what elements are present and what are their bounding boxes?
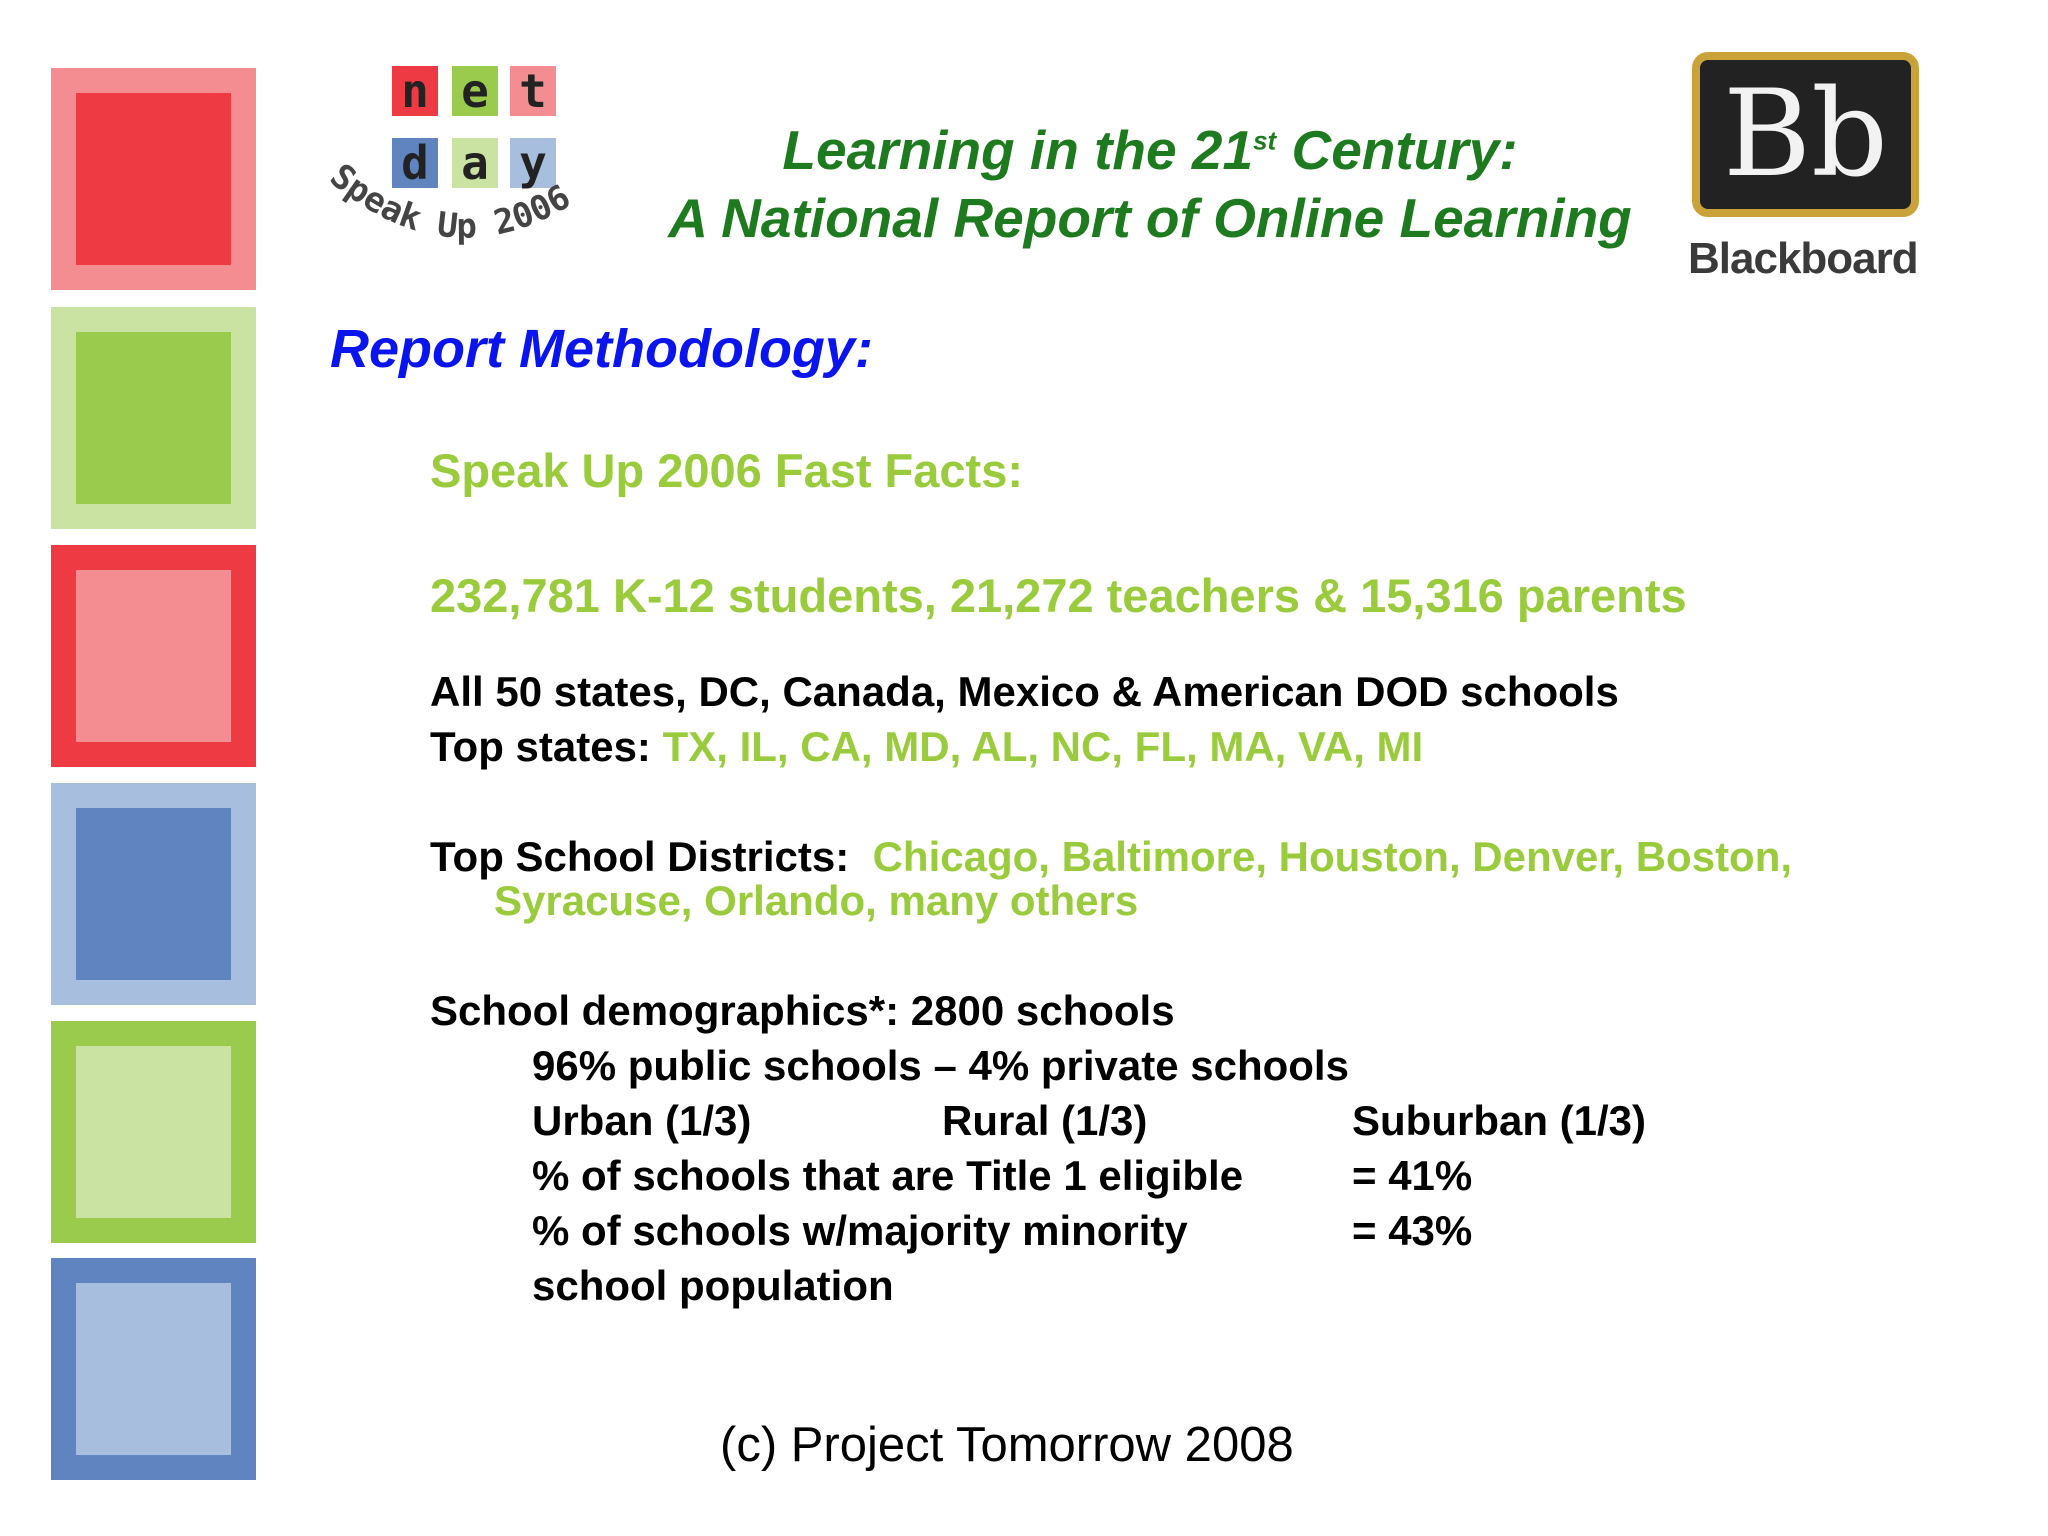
coverage-text: All 50 states, DC, Canada, Mexico & American DOD schools: [430, 668, 1619, 715]
deco-square-blue: [51, 783, 256, 1005]
page-title-line1: Learning in the 21st Century:: [782, 119, 1518, 181]
minority-value: = 43%: [1352, 1207, 1473, 1254]
netday-letter: y: [510, 138, 556, 188]
top-districts-label: Top School Districts:: [430, 833, 873, 880]
copyright-footer: (c) Project Tomorrow 2008: [720, 1418, 1294, 1472]
deco-square-light-blue: [51, 1258, 256, 1480]
minority-label-cont: school population: [532, 1262, 894, 1309]
title1-label: % of schools that are Title 1 eligible: [532, 1152, 1244, 1199]
speak-up-text: Speak Up 2006: [322, 156, 578, 247]
deco-square-green: [51, 307, 256, 529]
blackboard-logo: [1692, 52, 1919, 217]
rural-text: Rural (1/3): [942, 1097, 1148, 1144]
page-title-line2: A National Report of Online Learning: [668, 187, 1632, 249]
blackboard-mark: Bb: [1723, 65, 1888, 204]
section-heading: Report Methodology:: [330, 319, 873, 379]
svg-text:Speak Up 2006: [322, 156, 577, 247]
deco-square-light-green: [51, 1021, 256, 1243]
fast-facts-label: Speak Up 2006 Fast Facts:: [430, 444, 1023, 497]
top-districts-line: [430, 833, 1792, 881]
deco-square-pink: [51, 545, 256, 767]
top-states-label: Top states:: [430, 723, 663, 770]
public-private-text: 96% public schools – 4% private schools: [532, 1042, 1349, 1089]
speak-up-arc-text: [318, 150, 628, 300]
blackboard-wordmark: Blackboard: [1688, 234, 1918, 283]
top-districts-value: Chicago, Baltimore, Houston, Denver, Boston,: [872, 833, 1793, 880]
top-states-value: TX, IL, CA, MD, AL, NC, FL, MA, VA, MI: [662, 723, 1424, 770]
netday-letter: a: [452, 138, 498, 188]
demographics-label: School demographics*: 2800 schools: [430, 987, 1175, 1034]
urban-text: Urban (1/3): [532, 1097, 752, 1144]
suburban-text: Suburban (1/3): [1352, 1097, 1647, 1144]
title1-value: = 41%: [1352, 1152, 1473, 1199]
top-districts-value-cont: Syracuse, Orlando, many others: [494, 877, 1139, 924]
minority-label: % of schools w/majority minority: [532, 1207, 1188, 1254]
netday-letter: t: [510, 66, 556, 116]
participants-text: 232,781 K-12 students, 21,272 teachers & 15,316 parents: [430, 569, 1687, 622]
deco-square-red: [51, 68, 256, 290]
netday-letter: d: [392, 138, 438, 188]
top-states-line: [430, 723, 1423, 771]
netday-letter: e: [452, 66, 498, 116]
netday-letter: n: [392, 66, 438, 116]
